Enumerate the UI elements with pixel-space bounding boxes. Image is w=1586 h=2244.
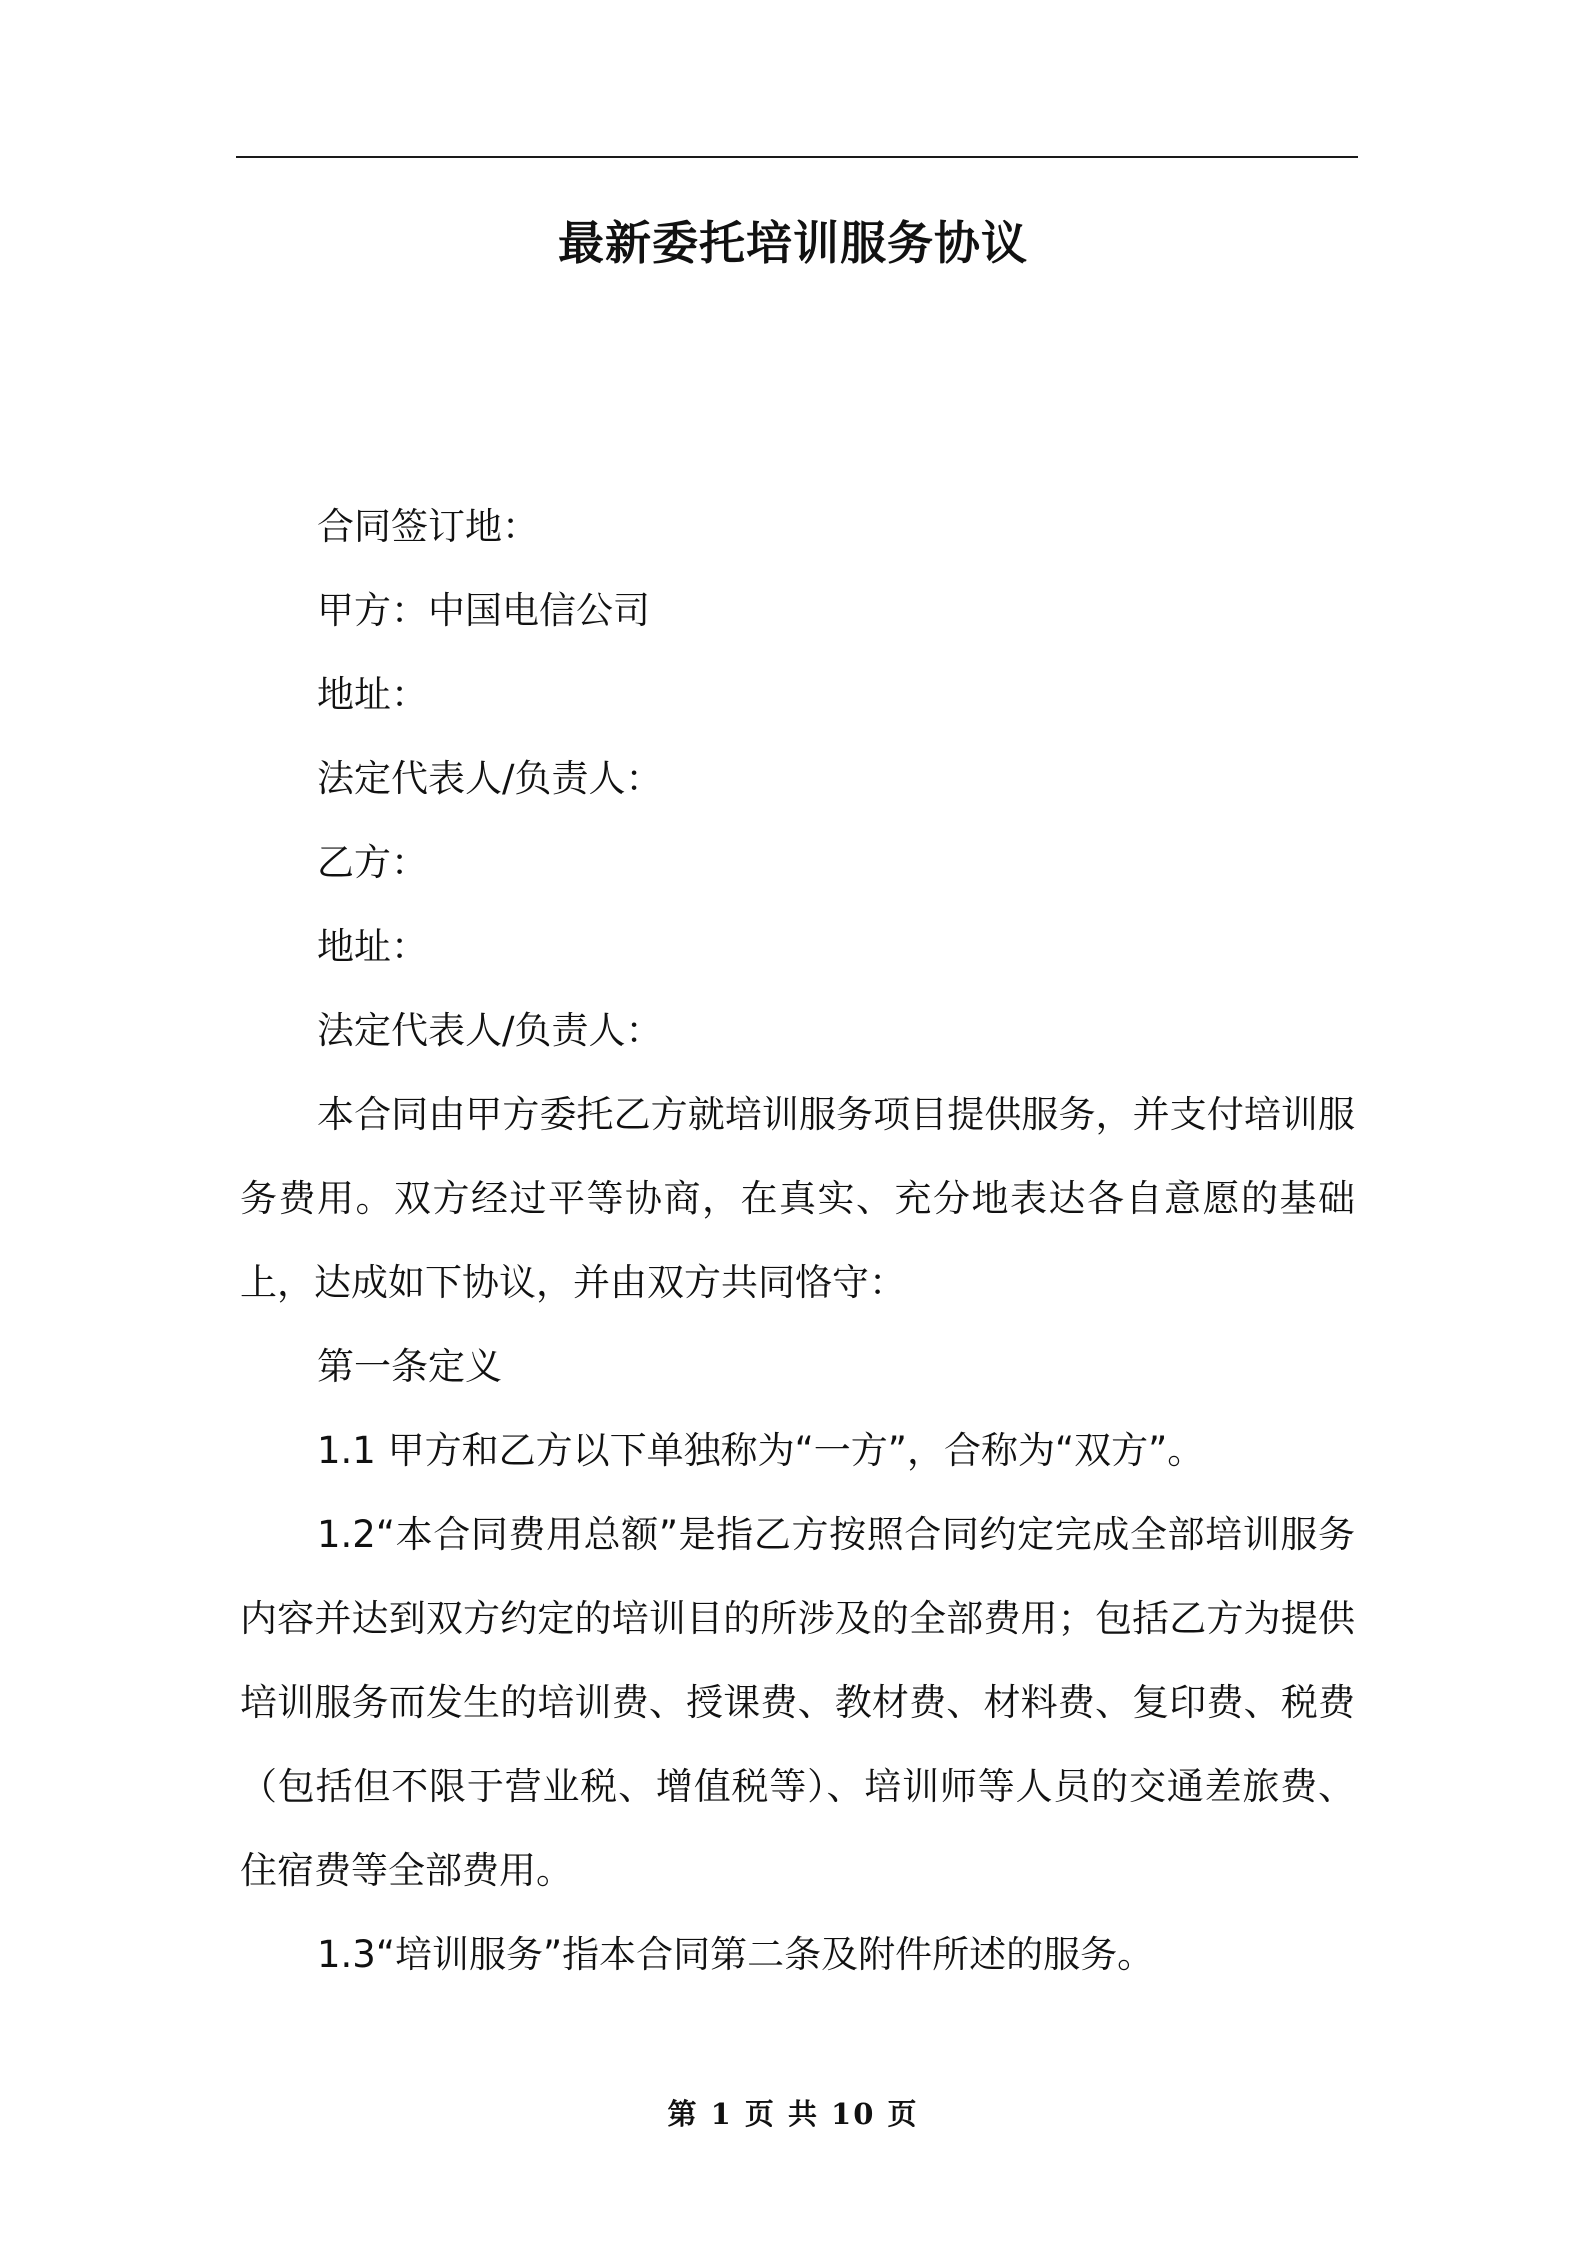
clause-1-2: 1.2“本合同费用总额”是指乙方按照合同约定完成全部培训服务内容并达到双方约定的培训目的所涉及的全部费用；包括乙方为提供培训服务而发生的培训费、授课费、教材费、材料费、复印费、税费（包括但不限于营业税、增值税等）、培训师等人员的交通差旅费、住宿费等全部费用。: [240, 1513, 1355, 1892]
document-title: 最新委托培训服务协议: [558, 216, 1028, 270]
field-party-a-address: 地址：: [317, 673, 428, 716]
clause-1-1: 1.1 甲方和乙方以下单独称为“一方”，合称为“双方”。: [317, 1429, 1205, 1472]
field-party-a-representative: 法定代表人/负责人：: [317, 757, 663, 800]
field-party-b: 乙方：: [317, 841, 428, 884]
intro-paragraph: 本合同由甲方委托乙方就培训服务项目提供服务，并支付培训服务费用。双方经过平等协商，在真实、充分地表达各自意愿的基础上，达成如下协议，并由双方共同恪守：: [240, 1093, 1355, 1304]
page-number: 第 1 页 共 10 页: [667, 2097, 919, 2131]
field-party-b-address: 地址：: [317, 925, 428, 968]
field-party-a: 甲方：中国电信公司: [317, 589, 650, 632]
field-signing-place: 合同签订地：: [317, 505, 539, 548]
article-1-heading: 第一条定义: [317, 1345, 502, 1388]
document-body: [240, 485, 1355, 1997]
clause-1-3: 1.3“培训服务”指本合同第二条及附件所述的服务。: [317, 1933, 1155, 1976]
field-party-b-representative: 法定代表人/负责人：: [317, 1009, 663, 1052]
header-rule: [236, 156, 1358, 158]
